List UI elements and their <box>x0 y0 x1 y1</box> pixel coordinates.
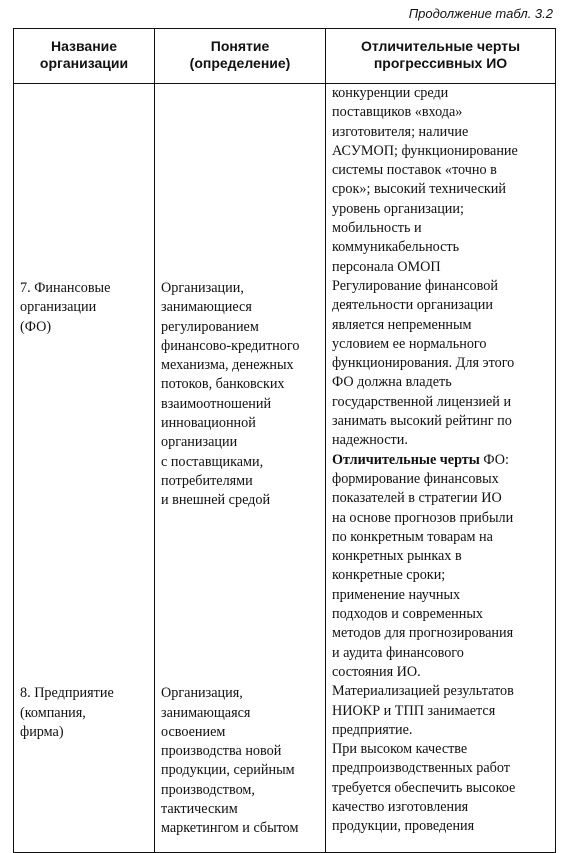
text-line: маркетингом и сбытом <box>161 820 299 837</box>
table-header-row <box>14 29 556 84</box>
text-line: АСУМОП; функционирование <box>332 142 518 159</box>
text-line: системы поставок «точно в <box>332 162 497 179</box>
text-line: конкретные сроки; <box>332 567 446 584</box>
text-line: взаимоотношений <box>161 395 272 412</box>
continuation-definition-cell <box>155 84 326 277</box>
text-line: изготовителя; наличие <box>332 123 469 140</box>
text-line: регулированием <box>161 318 259 335</box>
text-line: производства новой <box>161 743 282 760</box>
text-line: мобильность и <box>332 220 422 237</box>
text-line: фирма) <box>20 723 64 740</box>
row-definition-cell <box>155 682 326 852</box>
text-line: тактическим <box>161 800 238 817</box>
text-line: продукции, проведения <box>332 818 475 835</box>
text-line: финансово-кредитного <box>161 337 300 354</box>
text-line: состояния ИО. <box>332 663 421 680</box>
text-line: поставщиков «входа» <box>332 104 463 121</box>
text-line: на основе прогнозов прибыли <box>332 509 514 526</box>
row-features-cell <box>326 682 556 852</box>
text-line: уровень организации; <box>332 200 464 217</box>
text-line: занимающаяся <box>161 704 251 721</box>
text-line: ФО должна владеть <box>332 374 452 391</box>
features-subheading <box>332 451 549 470</box>
row-name-cell <box>14 682 155 852</box>
text-line: с поставщиками, <box>161 453 264 470</box>
table-row-financial <box>14 277 556 682</box>
table-row-enterprise <box>14 682 556 852</box>
text-line: потоков, банковских <box>161 376 285 393</box>
text-line: конкуренции среди <box>332 85 449 101</box>
text-line: качество изготовления <box>332 798 469 815</box>
features-subheading-label: Отличительные черты <box>332 451 480 468</box>
text-line: срок»; высокий технический <box>332 181 506 198</box>
header-features: Отличительные черты прогрессивных ИО <box>326 29 556 84</box>
features-subheading-rest: ФО: <box>479 451 509 468</box>
text-line: коммуникабельность <box>332 239 460 256</box>
text-line: показателей в стратегии ИО <box>332 490 502 507</box>
text-line: При высоком качестве <box>332 741 468 758</box>
text-line: занимающиеся <box>161 299 252 316</box>
row-definition-cell <box>155 277 326 682</box>
text-line: методов для прогнозирования <box>332 625 514 642</box>
continuation-name-cell <box>14 84 155 277</box>
text-line: по конкретным товарам на <box>332 528 493 545</box>
text-line: инновационной <box>161 415 256 432</box>
text-line: продукции, серийным <box>161 762 295 779</box>
text-line: предприятие. <box>332 721 413 738</box>
text-line: 8. Предприятие <box>20 685 114 702</box>
text-line: формирование финансовых <box>332 470 499 487</box>
header-definition: Понятие (определение) <box>155 29 326 84</box>
text-line: применение научных <box>332 586 461 603</box>
text-line: занимать высокий рейтинг по <box>332 413 512 430</box>
text-line: является непременным <box>332 316 472 333</box>
table-row-continuation <box>14 84 556 277</box>
text-line: функционирования. Для этого <box>332 355 515 372</box>
text-line: Регулирование финансовой <box>332 277 498 294</box>
text-line: предпроизводственных работ <box>332 760 510 777</box>
organizations-table <box>13 28 556 853</box>
text-line: (компания, <box>20 704 86 721</box>
text-line: государственной лицензией и <box>332 393 512 410</box>
text-line: НИОКР и ТПП занимается <box>332 702 496 719</box>
text-line: Материализацией результатов <box>332 683 514 700</box>
text-line: требуется обеспечить высокое <box>332 779 516 796</box>
text-line: деятельности организации <box>332 297 493 314</box>
row-features-cell <box>326 277 556 682</box>
text-line: 7. Финансовые <box>20 279 111 296</box>
text-line: и аудита финансового <box>332 644 464 661</box>
text-line: производством, <box>161 781 255 798</box>
text-line: Организация, <box>161 685 243 702</box>
text-line: организации <box>161 434 238 451</box>
text-line: конкретных рынках в <box>332 548 462 565</box>
continuation-features-cell <box>326 84 556 277</box>
header-name: Название организации <box>14 29 155 84</box>
text-line: Организации, <box>161 279 244 296</box>
row-name-cell <box>14 277 155 682</box>
text-line: персонала ОМОП <box>332 258 441 275</box>
text-line: и внешней средой <box>161 492 271 509</box>
text-line: механизма, денежных <box>161 357 294 374</box>
text-line: подходов и современных <box>332 606 483 623</box>
table-caption: Продолжение табл. 3.2 <box>408 6 553 21</box>
text-line: освоением <box>161 723 226 740</box>
text-line: организации <box>20 299 97 316</box>
text-line: надежности. <box>332 432 408 449</box>
text-line: (ФО) <box>20 318 52 335</box>
text-line: условием ее нормального <box>332 335 487 352</box>
text-line: потребителями <box>161 472 253 489</box>
